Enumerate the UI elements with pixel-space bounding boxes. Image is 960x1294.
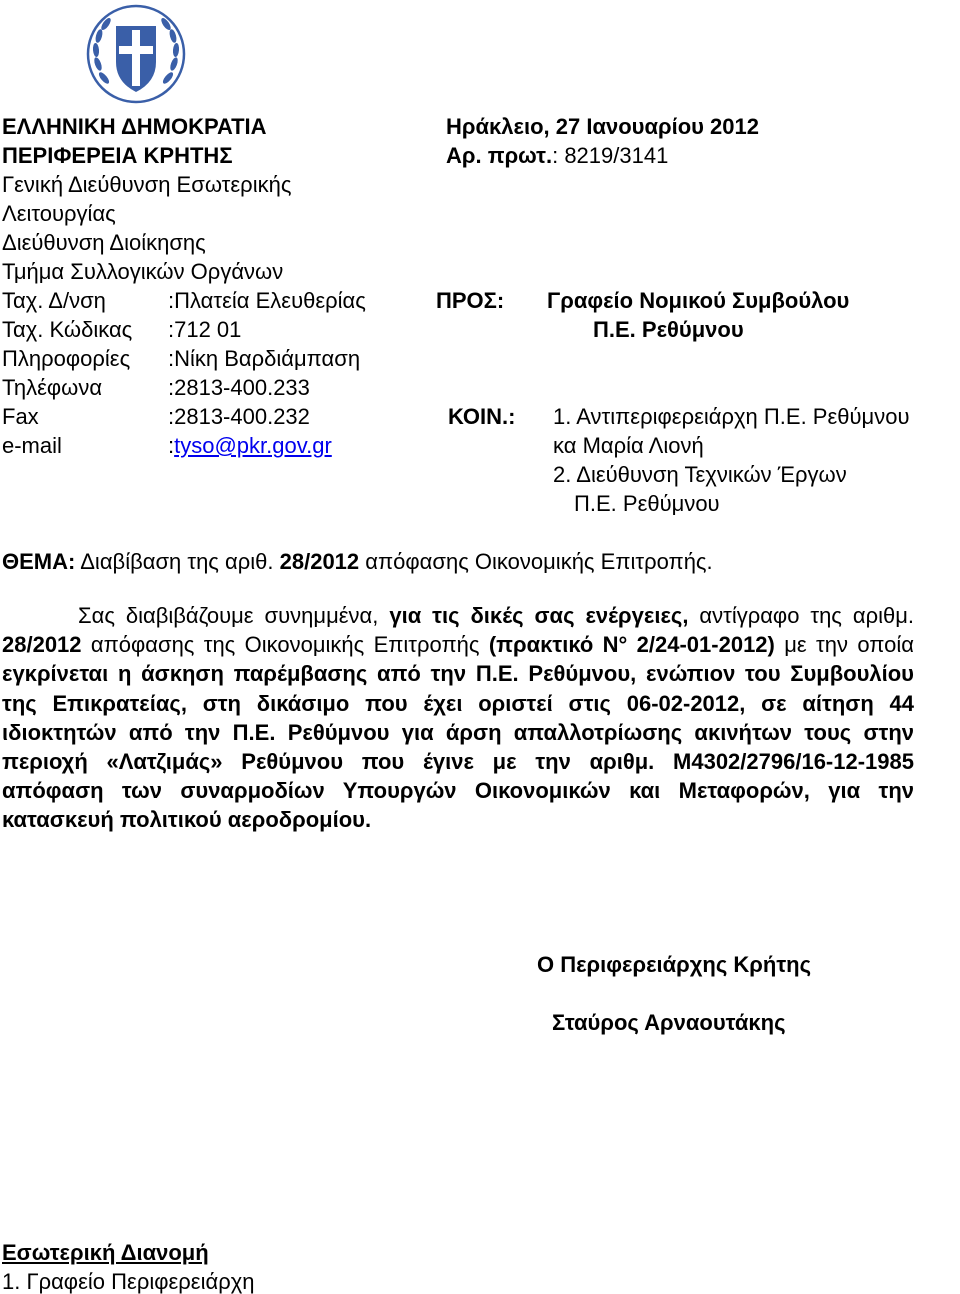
contact-label-email: e-mail	[2, 433, 62, 458]
distribution-heading: Εσωτερική Διανομή	[2, 1240, 209, 1265]
body-paragraph	[2, 601, 914, 835]
body-s3: αντίγραφο της αριθμ.	[699, 603, 914, 628]
contact-label-postcode: Ταχ. Κώδικας	[2, 317, 133, 342]
to-line-1: Γραφείο Νομικού Συμβούλου	[547, 288, 850, 313]
cc-line-4: Π.Ε. Ρεθύμνου	[574, 491, 720, 516]
to-line-2: Π.Ε. Ρεθύμνου	[593, 317, 744, 342]
contact-value-phone: :2813-400.233	[168, 375, 310, 400]
body-s5: απόφασης της Οικονομικής Επιτροπής	[90, 632, 480, 658]
subject-line	[2, 551, 713, 573]
subject-label: ΘΕΜΑ:	[2, 549, 76, 574]
contact-label-phone: Τηλέφωνα	[2, 375, 103, 400]
body-s1: Σας διαβιβάζουμε συνημμένα,	[78, 603, 379, 628]
dept-line-1: Γενική Διεύθυνση Εσωτερικής	[2, 172, 292, 197]
body-s4: 28/2012	[2, 632, 82, 658]
subject-text-2: απόφασης Οικονομικής Επιτροπής.	[365, 549, 713, 574]
body-s7: με την οποία	[784, 632, 914, 658]
dept-line-2: Λειτουργίας	[2, 201, 116, 226]
contact-label-info: Πληροφορίες	[2, 346, 131, 371]
protocol-number	[446, 145, 668, 167]
signature-name: Σταύρος Αρναουτάκης	[552, 1010, 786, 1035]
email-prefix: :	[168, 433, 175, 458]
distribution-item-1: 1. Γραφείο Περιφερειάρχη	[2, 1269, 255, 1294]
greek-coat-of-arms-emblem	[84, 2, 188, 106]
dept-line-4: Τμήμα Συλλογικών Οργάνων	[2, 259, 284, 284]
contact-label-fax: Fax	[2, 404, 39, 429]
subject-text: Διαβίβαση της αριθ.	[80, 549, 274, 574]
email-link[interactable]: tyso@pkr.gov.gr	[174, 433, 332, 458]
document-date: Ηράκλειο, 27 Ιανουαρίου 2012	[446, 114, 759, 139]
protocol-label: Αρ. πρωτ.	[446, 143, 553, 168]
signature-title: Ο Περιφερειάρχης Κρήτης	[537, 952, 812, 977]
body-s2: για τις δικές σας ενέργειες,	[389, 603, 689, 628]
org-line-1: ΕΛΛΗΝΙΚΗ ΔΗΜΟΚΡΑΤΙΑ	[2, 114, 267, 139]
contact-value-email	[168, 435, 332, 457]
contact-value-fax: :2813-400.232	[168, 404, 310, 429]
cc-line-2: κα Μαρία Λιονή	[553, 433, 704, 458]
contact-value-postcode: :712 01	[168, 317, 242, 342]
subject-number: 28/2012	[279, 549, 360, 574]
body-s6: (πρακτικό Ν° 2/24-01-2012)	[488, 632, 775, 658]
cc-line-1: 1. Αντιπεριφερειάρχη Π.Ε. Ρεθύμνου	[553, 404, 910, 429]
cc-line-3: 2. Διεύθυνση Τεχνικών Έργων	[553, 462, 847, 487]
contact-value-address: :Πλατεία Ελευθερίας	[168, 288, 366, 313]
org-line-2: ΠΕΡΙΦΕΡΕΙΑ ΚΡΗΤΗΣ	[2, 143, 233, 168]
body-s8: εγκρίνεται η άσκηση παρέμβασης από την Π.Ε. Ρεθύμνου, ενώπιον του Συμβουλίου της Επικρατείας, στη δικάσιμο που έχει οριστεί στις 06-02-2012, σε αίτηση 44 ιδιοκτητών από την Π.Ε. Ρεθύμνου για άρση απαλλοτρίωσης ακινήτων τους στην περιοχή «Λατζιμάς» Ρεθύμνου που έγινε με την αριθμ. Μ4302/2796/16-12-1985 απόφαση των συναρμοδίων Υπουργών Οικονομικών και Μεταφορών, για την κατασκευή πολιτικού αεροδρομίου.	[2, 661, 914, 833]
protocol-value: : 8219/3141	[552, 143, 669, 168]
cc-label: ΚΟΙΝ.:	[448, 404, 516, 429]
dept-line-3: Διεύθυνση Διοίκησης	[2, 230, 206, 255]
to-label: ΠΡΟΣ:	[436, 288, 505, 313]
contact-value-info: :Νίκη Βαρδιάμπαση	[168, 346, 361, 371]
contact-label-address: Ταχ. Δ/νση	[2, 288, 106, 313]
